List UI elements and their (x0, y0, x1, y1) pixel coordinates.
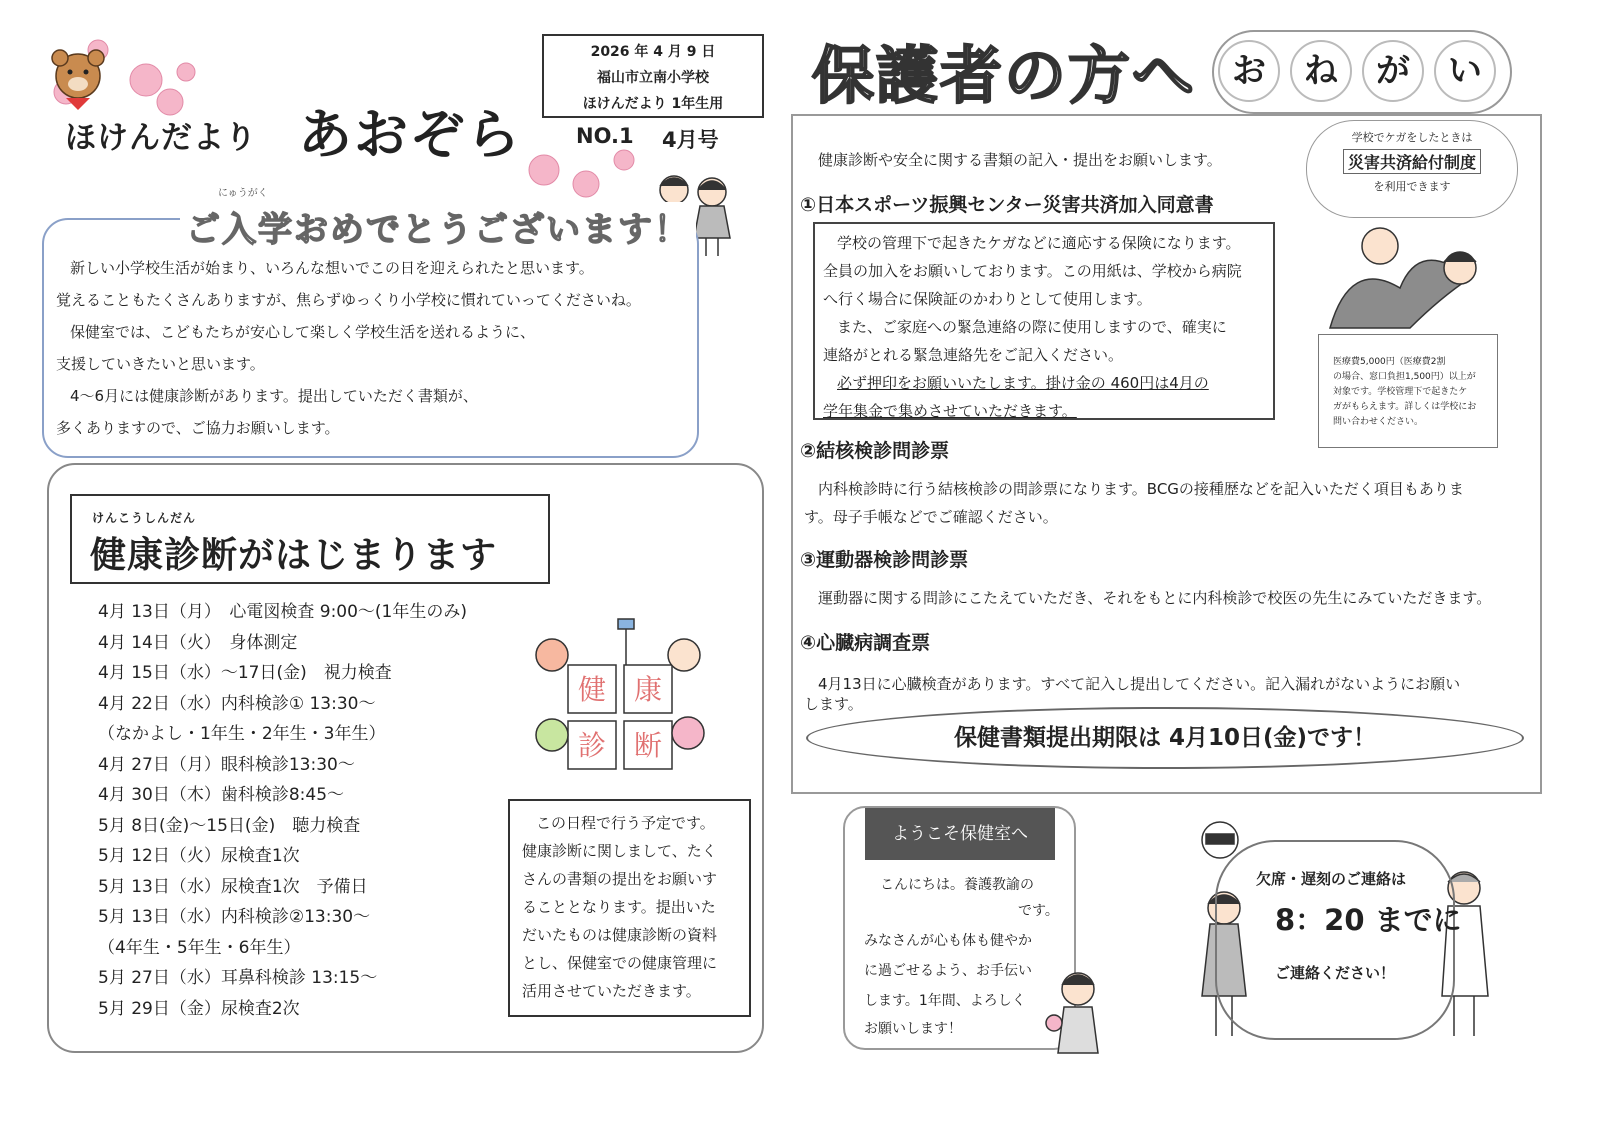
item1-line: 連絡がとれる緊急連絡先をご記入ください。 (823, 346, 1124, 364)
newsletter-title: あおぞら (298, 103, 522, 166)
item1-line: 学校の管理下で起きたケガなどに適応する保険になります。 (837, 234, 1241, 252)
bubble-line: を利用できます (1373, 180, 1451, 193)
issue-info-box (542, 34, 764, 118)
greeting-line: 新しい小学校生活が始まり、いろんな想いでこの日を迎えられたと思います。 (70, 259, 594, 277)
greeting-line: 多くありますので、ご協力お願いします。 (56, 419, 340, 437)
schedule-item: 5月 29日（金）尿検査2次 (98, 998, 300, 1019)
bubble-highlight: 災害共済給付制度 (1343, 149, 1481, 174)
item1-detail-box (813, 222, 1275, 420)
note-line: この日程で行う予定です。 (536, 814, 715, 832)
item3-title: ③運動器検診問診票 (800, 549, 969, 571)
onegai-char: が (1362, 40, 1424, 102)
schedule-item: （4年生・5年生・6年生） (98, 937, 301, 958)
onegai-char: ね (1290, 40, 1352, 102)
welcome-line: お願いします！ (864, 1021, 962, 1037)
schedule-item: 5月 13日（水）内科検診②13:30～ (98, 907, 371, 927)
bubble-line: 学校でケガをしたときは (1351, 131, 1473, 144)
schedule-item: 5月 12日（火）尿検査1次 (98, 846, 300, 866)
header-decoration (36, 32, 206, 124)
school-name: 福山市立南小学校 (597, 70, 709, 86)
greeting-title: ご入学おめでとうございます！ (180, 202, 696, 251)
health-char-3: 診 (577, 729, 607, 762)
item1-title: ①日本スポーツ振興センター災害共済加入同意書 (800, 194, 1214, 216)
attendance-line: ご連絡ください！ (1275, 964, 1396, 982)
issue-month: 4月号 (662, 128, 719, 152)
item1-line: へ行く場合に保険証のかわりとして使用します。 (823, 290, 1152, 308)
item4-line: 4月13日に心臓検査があります。すべて記入し提出してください。記入漏れがないようにお願い (818, 675, 1461, 693)
greeting-line: 覚えることもたくさんありますが、焦らずゆっくり小学校に慣れていってくださいね。 (56, 291, 641, 309)
welcome-header: ようこそ保健室へ (865, 808, 1055, 860)
guardian-intro: 健康診断や安全に関する書類の記入・提出をお願いします。 (818, 151, 1222, 169)
grandma-child-illustration (1310, 218, 1510, 338)
schedule-item: 4月 27日（月）眼科検診13:30～ (98, 754, 355, 775)
greeting-line: 4～6月には健康診断があります。提出していただく書類が、 (70, 387, 478, 405)
note-line: だいたものは健康診断の資料 (522, 926, 718, 944)
insurance-note-line: の場合、窓口負担1,500円）以上が (1333, 372, 1476, 382)
attendance-deadline-time: 8：20 までに (1275, 903, 1462, 937)
welcome-line: みなさんが心も体も健やか (864, 933, 1032, 949)
note-line: ることとなります。提出いた (522, 898, 716, 916)
item3-line: 運動器に関する問診にこたえていただき、それをもとに内科検診で校医の先生にみていただきます。 (818, 589, 1492, 607)
exam-title-ruby: けんこうしんだん (92, 511, 197, 525)
attendance-line: 欠席・遅刻のご連絡は (1256, 870, 1407, 888)
health-char-1: 健 (577, 673, 607, 706)
item2-title: ②結核検診問診票 (800, 440, 950, 462)
schedule-item: 4月 13日（月） 心電図検査 9:00～(1年生のみ) (98, 602, 468, 622)
item2-line: す。母子手帳などでご確認ください。 (804, 508, 1058, 526)
welcome-line: に過ごせるよう、お手伝い (864, 963, 1032, 979)
welcome-line: こんにちは。養護教諭の (880, 877, 1034, 893)
schedule-item: 5月 27日（水）耳鼻科検診 13:15～ (98, 968, 378, 988)
note-line: 健康診断に関しまして、たく (522, 842, 717, 860)
greeting-ruby: にゅうがく (218, 188, 268, 199)
issue-date: 2026 年 4 月 9 日 (590, 44, 716, 60)
exam-note-box (508, 799, 751, 1017)
item1-line: また、ご家庭への緊急連絡の際に使用しますので、確実に (837, 318, 1227, 336)
sakura-cluster-icon (520, 140, 650, 210)
health-char-2: 康 (633, 673, 663, 706)
insurance-note-line: 対象です。学校管理下で起きたケ (1333, 387, 1468, 397)
item1-line: 全員の加入をお願いしております。この用紙は、学校から病院 (823, 262, 1242, 280)
schedule-item: 4月 30日（木）歯科検診8:45～ (98, 785, 345, 805)
insurance-bubble (1306, 120, 1518, 218)
schedule-item: 5月 13日（水）尿検査1次 予備日 (98, 876, 368, 897)
exam-title: 健康診断がはじまります (90, 535, 498, 576)
schedule-item: 4月 15日（水）～17日(金) 視力検査 (98, 663, 392, 683)
item4-title: ④心臓病調査票 (800, 632, 931, 654)
greeting-line: 保健室では、こどもたちが安心して楽しく学校生活を送れるように、 (70, 323, 536, 341)
item1-line: 学年集金で集めさせていただきます。 (823, 402, 1077, 420)
note-line: 活用させていただきます。 (522, 982, 701, 1000)
newsletter-label: ほけんだより (65, 120, 257, 156)
exam-schedule-list (98, 597, 518, 1024)
item1-line: 必ず押印をお願いいたします。掛け金の 460円は4月の (837, 374, 1209, 392)
guardian-title: 保護者の方へ (812, 39, 1197, 112)
insurance-note-line: 問い合わせください。 (1333, 417, 1424, 427)
note-line: さんの書類の提出をお願いす (522, 870, 718, 888)
item2-line: 内科検診時に行う結核検診の問診票になります。BCGの接種歴などを記入いただく項目もありま (818, 480, 1464, 498)
schedule-item: （なかよし・1年生・2年生・3年生） (98, 724, 386, 744)
greeting-line: 支援していきたいと思います。 (56, 355, 265, 373)
schedule-item: 5月 8日(金)～15日(金) 聴力検査 (98, 815, 361, 836)
welcome-line: します。1年間、よろしく (864, 993, 1026, 1009)
item4-line: します。 (804, 695, 863, 713)
insurance-note-line: ガがもらえます。詳しくは学校にお (1333, 402, 1477, 412)
onegai-char: お (1218, 40, 1280, 102)
deadline-notice: 保健書類提出期限は 4月10日(金)です！ (806, 707, 1524, 769)
welcome-line: です。 (1018, 903, 1059, 919)
onegai-char: い (1434, 40, 1496, 102)
schedule-item: 4月 22日（水）内科検診① 13:30～ (98, 693, 376, 714)
issue-number: NO.1 (576, 124, 634, 148)
insurance-note (1318, 334, 1498, 448)
insurance-note-line: 医療費5,000円（医療費2割 (1333, 357, 1446, 367)
health-char-4: 断 (633, 729, 663, 762)
nurse-illustration (1040, 965, 1110, 1057)
schedule-item: 4月 14日（火） 身体測定 (98, 632, 298, 653)
health-check-illustration (528, 615, 718, 785)
edition-label: ほけんだより 1年生用 (582, 96, 724, 112)
note-line: とし、保健室での健康管理に (522, 954, 718, 972)
